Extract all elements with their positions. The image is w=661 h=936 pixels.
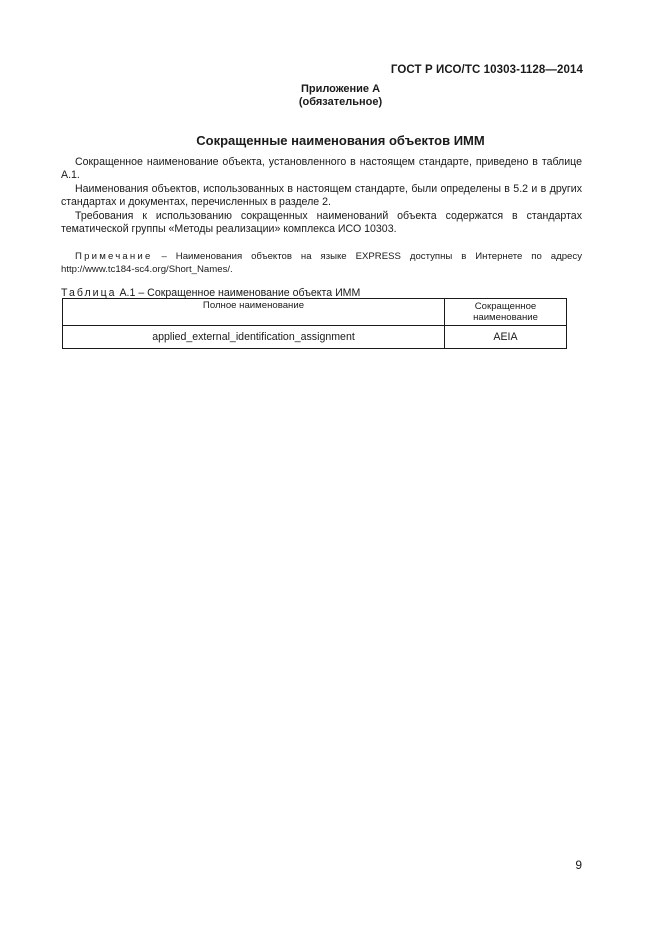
- table-header-row: [63, 299, 567, 326]
- paragraph-3: Требования к использованию сокращенных наименований объекта содержатся в стандартах тематической группы «Методы реализации» комплекса ИСО 10303.: [61, 209, 582, 236]
- note-label: Примечание: [75, 251, 153, 262]
- appendix-title: Приложение А: [300, 83, 381, 95]
- paragraph-2: Наименования объектов, использованных в настоящем стандарте, были определены в 5.2 и в других стандартах и документах, перечисленных в разделе 2.: [61, 182, 582, 209]
- appendix-status: (обязательное): [298, 96, 383, 108]
- cell-full-name: applied_external_identification_assignment: [63, 326, 445, 349]
- appendix-heading: [0, 83, 661, 109]
- header-short-name-line1: Сокращенное: [474, 300, 537, 312]
- header-short-name: [445, 299, 567, 326]
- page-number: 9: [575, 858, 582, 872]
- header-full-name: Полное наименование: [63, 299, 445, 326]
- note-text: – Наименования объектов на языке EXPRESS доступны в Интернете по адресу http://www.tc184-sc4.org/Short_Names/.: [61, 251, 582, 275]
- table-caption-text: А.1 – Сокращенное наименование объекта ИММ: [116, 287, 361, 299]
- section-title: Сокращенные наименования объектов ИММ: [196, 133, 485, 148]
- cell-short-name: AEIA: [445, 326, 567, 349]
- short-names-table: [62, 298, 567, 349]
- paragraph-1: Сокращенное наименование объекта, установленного в настоящем стандарте, приведено в таблице А.1.: [61, 156, 582, 182]
- table-caption-label: Таблица: [61, 287, 117, 299]
- table-row: [63, 326, 567, 349]
- body-text: [61, 156, 582, 236]
- header-short-name-line2: наименование: [473, 312, 538, 323]
- note: [61, 251, 582, 276]
- standard-code-header: ГОСТ Р ИСО/ТС 10303-1128—2014: [390, 64, 583, 76]
